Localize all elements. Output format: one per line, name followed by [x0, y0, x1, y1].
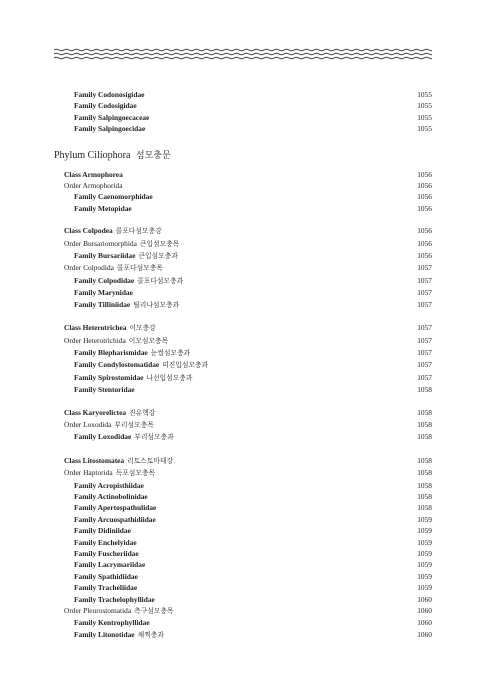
toc-entry-title: [54, 262, 163, 274]
taxon-name: Family Condylostomatidae: [74, 360, 160, 370]
toc-entry-row: [54, 502, 432, 513]
toc-entry-row: [54, 605, 432, 617]
toc-entry-row: [54, 514, 432, 525]
taxon-name: Family Litonotidae: [74, 629, 135, 639]
taxon-korean-name: 큰입섬모충목: [139, 240, 180, 248]
page-number: 1057: [417, 275, 432, 285]
taxon-name: Family Metopidae: [74, 203, 132, 213]
taxon-name: Family Tilliniidae: [74, 299, 131, 309]
taxon-name: Family Kentrophyllidae: [74, 618, 150, 628]
toc-entry-row: [54, 559, 432, 570]
page-number: 1057: [417, 288, 432, 298]
toc-entry-title: [54, 89, 144, 100]
toc-entry-title: [54, 480, 144, 491]
toc-entry-row: [54, 629, 432, 641]
toc-entry-title: [54, 629, 164, 641]
toc-entry-row: [54, 407, 432, 419]
toc-entry-row: [54, 617, 432, 628]
page-number: 1058: [417, 503, 432, 513]
toc-entry-row: [54, 191, 432, 202]
toc-entry-title: [54, 455, 173, 467]
taxon-name: Class Colpodea: [64, 226, 113, 236]
toc-entry-row: [54, 359, 432, 371]
toc-entry-row: [54, 112, 432, 123]
page-number: 1056: [417, 181, 432, 191]
page-number: 1059: [417, 514, 432, 524]
taxon-name: Order Armophorida: [64, 181, 123, 191]
taxon-name: Family Lacrymariidae: [74, 560, 146, 570]
page-number: 1058: [417, 432, 432, 442]
page-number: 1059: [417, 549, 432, 558]
taxon-korean-name: 진유핵강: [129, 409, 156, 417]
taxon-name: Order Haptorida: [64, 468, 113, 478]
toc-entry-title: [54, 287, 133, 298]
taxon-name: Class Armophorea: [64, 169, 123, 179]
page-number: 1059: [417, 583, 432, 593]
toc-entry-row: [54, 384, 432, 395]
toc-entry-row: [54, 335, 432, 347]
taxon-group: [54, 407, 432, 444]
toc-entry-row: [54, 238, 432, 250]
taxon-group: [54, 169, 432, 215]
toc-entry-title: [54, 250, 178, 262]
wave-line: [54, 53, 432, 55]
taxon-name: Family Stentoridae: [74, 385, 135, 395]
page-number: 1058: [417, 385, 432, 395]
toc-entry-title: [54, 359, 208, 371]
page-number: 1055: [417, 112, 432, 122]
taxon-korean-name: 틸리나섬모충과: [133, 301, 180, 309]
toc-entry-title: [54, 407, 155, 419]
taxon-name: Family Codonosigidae: [74, 90, 145, 99]
taxon-name: Family Marynidae: [74, 288, 133, 298]
page-number: 1060: [417, 629, 432, 639]
toc-section-ciliophora: [54, 169, 432, 642]
toc-entry-row: [54, 89, 432, 100]
toc-entry-row: [54, 467, 432, 479]
taxon-korean-name: 눈썹섬모충과: [150, 349, 191, 357]
phylum-heading: [54, 148, 432, 163]
toc-entry-row: [54, 594, 432, 605]
taxon-name: Class Karyorelictea: [64, 407, 127, 417]
toc-entry-title: [54, 491, 148, 502]
taxon-korean-name: 콜포다섬모충과: [137, 277, 184, 285]
page-number: 1056: [417, 251, 432, 261]
group-spacer: [54, 311, 432, 322]
taxon-name: Family Spirostomidae: [74, 372, 144, 382]
toc-entry-row: [54, 431, 432, 443]
toc-entry-title: [54, 203, 132, 214]
page-number: 1057: [417, 323, 432, 333]
page-number: 1060: [417, 606, 432, 616]
page-number: 1055: [417, 101, 432, 111]
wave-line: [54, 57, 432, 59]
taxon-name: Family Salpingoecidae: [74, 124, 146, 134]
page-number: 1058: [417, 455, 432, 465]
page-number: 1057: [417, 299, 432, 309]
toc-entry-title: [54, 299, 179, 311]
toc-entry-row: [54, 100, 432, 111]
page-number: 1055: [417, 90, 432, 99]
toc-entry-title: [54, 112, 149, 123]
page-number: 1056: [417, 169, 432, 179]
wave-line: [54, 49, 432, 51]
toc-entry-row: [54, 525, 432, 536]
toc-entry-row: [54, 123, 432, 134]
toc-entry-title: [54, 238, 179, 250]
table-of-contents: [54, 89, 432, 641]
taxon-group: [54, 225, 432, 311]
toc-entry-row: [54, 347, 432, 359]
toc-entry-title: [54, 100, 137, 111]
group-spacer: [54, 444, 432, 455]
taxon-name: Order Heterotrichida: [64, 335, 126, 345]
group-spacer: [54, 214, 432, 225]
taxon-name: Class Litostomatea: [64, 455, 125, 465]
taxon-korean-name: 띠진입섬모충과: [162, 362, 209, 370]
taxon-group: [54, 322, 432, 395]
taxon-korean-name: 부리섬모충목: [114, 421, 154, 429]
page-number: 1060: [417, 594, 432, 604]
toc-entry-row: [54, 372, 432, 384]
page-number: 1057: [417, 372, 432, 382]
toc-entry-row: [54, 455, 432, 467]
taxon-name: Family Trachelophyllidae: [74, 594, 155, 604]
page-number: 1058: [417, 419, 432, 429]
toc-entry-row: [54, 322, 432, 334]
page-number: 1057: [417, 360, 432, 370]
taxon-name: Family Blepharismidae: [74, 347, 148, 357]
toc-entry-title: [54, 180, 123, 191]
taxon-name: Family Fuscheriidae: [74, 549, 139, 558]
toc-entry-title: [54, 347, 190, 359]
taxon-name: Family Spathidiidae: [74, 571, 138, 581]
page-number: 1056: [417, 192, 432, 202]
toc-entry-title: [54, 559, 145, 570]
toc-entry-title: [54, 123, 145, 134]
toc-entry-row: [54, 548, 432, 559]
toc-entry-title: [54, 169, 123, 180]
page-number: 1055: [417, 124, 432, 134]
toc-entry-title: [54, 322, 156, 334]
taxon-name: Family Apertospathulidae: [74, 503, 157, 513]
taxon-name: Family Colpodidae: [74, 275, 135, 285]
page-number: 1058: [417, 491, 432, 501]
taxon-korean-name: 독포섬모충목: [115, 470, 156, 478]
toc-entry-title: [54, 275, 183, 287]
taxon-name: Family Salpingoecaceae: [74, 112, 150, 122]
toc-entry-row: [54, 203, 432, 214]
toc-entry-title: [54, 525, 131, 536]
toc-entry-row: [54, 537, 432, 548]
taxon-korean-name: 측구섬모충목: [134, 608, 174, 616]
toc-entry-title: [54, 419, 154, 431]
taxon-korean-name: 채찍충과: [137, 631, 164, 639]
taxon-name: Family Arcuospathidiidae: [74, 514, 156, 524]
toc-entry-row: [54, 180, 432, 191]
taxon-name: Family Loxodidae: [74, 432, 132, 442]
page-number: 1058: [417, 407, 432, 417]
toc-entry-title: [54, 514, 156, 525]
phylum-korean-name: 섬모충문: [135, 149, 171, 160]
taxon-name: Family Caenomorphidae: [74, 192, 153, 202]
toc-entry-row: [54, 299, 432, 311]
page-number: 1056: [417, 203, 432, 213]
toc-entry-title: [54, 617, 150, 628]
toc-entry-title: [54, 431, 174, 443]
page-number: 1057: [417, 347, 432, 357]
toc-entry-row: [54, 491, 432, 502]
toc-section-continued: [54, 89, 432, 135]
toc-entry-row: [54, 419, 432, 431]
taxon-name: Order Loxodida: [64, 419, 112, 429]
toc-entry-row: [54, 571, 432, 582]
taxon-name: Family Tracheliidae: [74, 583, 138, 593]
taxon-korean-name: 콜포다섬모충강: [115, 228, 162, 236]
phylum-name: Phylum Ciliophora: [54, 149, 131, 161]
toc-entry-row: [54, 582, 432, 593]
taxon-name: Class Heterotrichea: [64, 323, 127, 333]
taxon-name: Family Enchelyidae: [74, 537, 137, 547]
wave-border-decoration: [54, 46, 432, 62]
taxon-korean-name: 이모섬모충목: [128, 337, 169, 345]
taxon-name: Order Colpodida: [64, 263, 114, 273]
page-number: 1056: [417, 238, 432, 248]
taxon-name: Family Actinobolinidae: [74, 491, 148, 501]
taxon-group: [54, 455, 432, 642]
page-number: 1057: [417, 335, 432, 345]
taxon-name: Order Pleurostomatida: [64, 606, 132, 616]
toc-entry-title: [54, 594, 155, 605]
page-number: 1059: [417, 571, 432, 581]
page-number: 1059: [417, 526, 432, 536]
toc-entry-title: [54, 335, 168, 347]
page-number: 1060: [417, 618, 432, 628]
toc-entry-title: [54, 537, 137, 548]
toc-entry-title: [54, 605, 174, 617]
taxon-korean-name: 콜포다섬모충목: [116, 265, 163, 273]
toc-entry-row: [54, 169, 432, 180]
taxon-korean-name: 리토스토마테강: [127, 457, 174, 465]
toc-entry-title: [54, 467, 155, 479]
page-number: 1058: [417, 468, 432, 478]
toc-entry-row: [54, 275, 432, 287]
toc-entry-row: [54, 287, 432, 298]
taxon-korean-name: 부리섬모충과: [134, 434, 174, 442]
taxon-name: Family Codosigidae: [74, 101, 137, 111]
toc-entry-title: [54, 548, 139, 559]
toc-entry-row: [54, 480, 432, 491]
page-number: 1056: [417, 226, 432, 236]
toc-entry-title: [54, 384, 135, 395]
toc-entry-title: [54, 225, 162, 237]
taxon-name: Family Didiniidae: [74, 526, 131, 536]
toc-entry-title: [54, 191, 153, 202]
toc-entry-row: [54, 262, 432, 274]
toc-entry-row: [54, 250, 432, 262]
taxon-name: Family Bursariidae: [74, 251, 136, 261]
toc-entry-title: [54, 582, 137, 593]
page-number: 1059: [417, 560, 432, 570]
toc-entry-title: [54, 571, 138, 582]
page-number: 1058: [417, 480, 432, 490]
taxon-name: Order Bursariomorphida: [64, 238, 137, 248]
toc-entry-title: [54, 502, 156, 513]
taxon-name: Family Acropisthiidae: [74, 480, 144, 490]
page-number: 1057: [417, 263, 432, 273]
page-number: 1059: [417, 537, 432, 547]
taxon-korean-name: 이모충강: [129, 325, 156, 333]
taxon-korean-name: 큰입섬모충과: [138, 253, 178, 261]
toc-entry-title: [54, 372, 192, 384]
toc-entry-row: [54, 225, 432, 237]
taxon-korean-name: 나선입섬모충과: [146, 374, 193, 382]
group-spacer: [54, 396, 432, 407]
